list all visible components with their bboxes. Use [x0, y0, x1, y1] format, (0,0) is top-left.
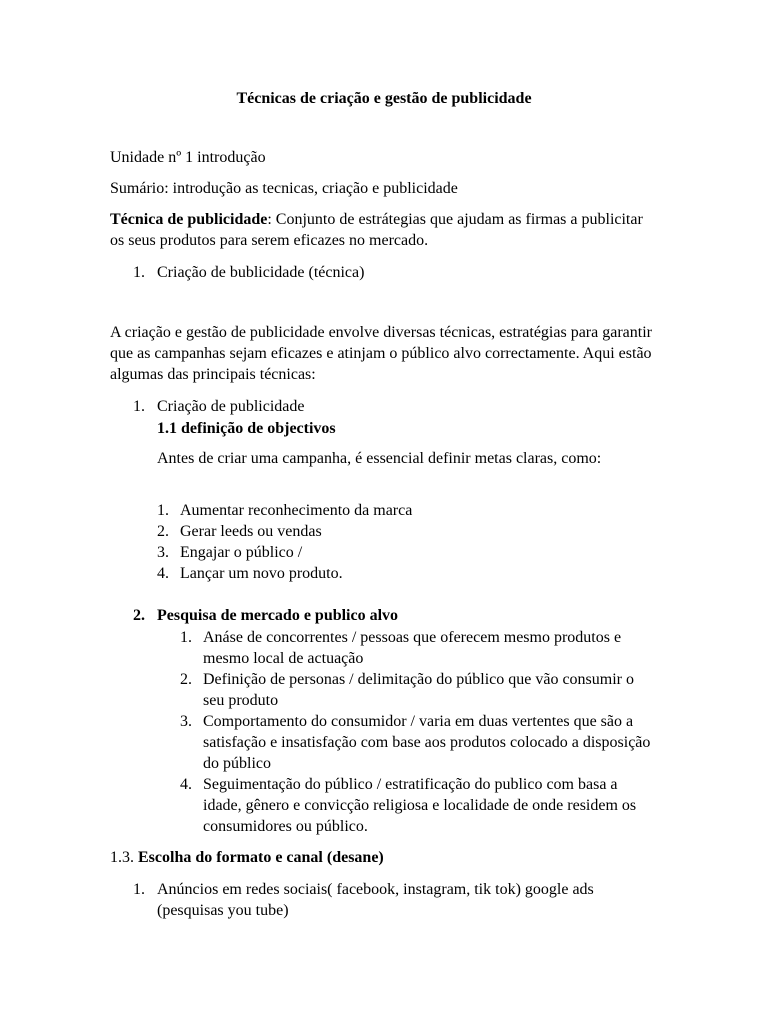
list-item	[157, 563, 658, 584]
list-item	[180, 669, 658, 711]
list-number: 4.	[180, 776, 192, 793]
list-item	[133, 262, 658, 283]
list-item-text: Anáse de concorrentes / pessoas que oferecem mesmo produtos e mesmo local de actuação	[203, 629, 622, 667]
subheading-objectives: 1.1 definição de objectivos	[157, 420, 336, 437]
list-item-text: Engajar o público /	[180, 544, 303, 561]
definition-term: Técnica de publicidade	[110, 211, 268, 228]
list-item-text: Gerar leeds ou vendas	[180, 523, 322, 540]
list-item-text: Lançar um novo produto.	[180, 565, 343, 582]
list-item	[157, 542, 658, 563]
list-item	[133, 879, 658, 921]
section-1-heading	[133, 396, 658, 417]
list-number: 4.	[157, 565, 169, 582]
list-number: 2.	[133, 607, 145, 624]
list-number: 3.	[180, 713, 192, 730]
definition-text: : Conjunto de estrátegias que ajudam as firmas a publicitar os seus produtos para serem eficazes no mercado.	[110, 211, 643, 249]
list-item-text: Anúncios em redes sociais( facebook, instagram, tik tok) google ads (pesquisas you tube)	[157, 881, 594, 919]
list-number: 1.	[133, 264, 145, 281]
section-2-heading	[133, 605, 658, 626]
list-item	[180, 711, 658, 774]
list-item	[180, 774, 658, 837]
list-number: 1.	[157, 502, 169, 519]
list-number: 3.	[157, 544, 169, 561]
list-item-text: Comportamento do consumidor / varia em duas vertentes que são a satisfação e insatisfação com base aos produtos colocado a disposição do público	[203, 713, 651, 772]
document-title: Técnicas de criação e gestão de publicidade	[236, 90, 532, 107]
section-3-heading	[110, 847, 658, 868]
list-number: 1.	[133, 398, 145, 415]
list-item-text: Seguimentação do público / estratificação do publico com basa a idade, gênero e convicção religiosa e localidade de onde residem os consumidores ou público.	[203, 776, 637, 835]
section-2-title: Pesquisa de mercado e publico alvo	[157, 607, 399, 624]
objectives-paragraph: Antes de criar uma campanha, é essencial definir metas claras, como:	[157, 450, 602, 467]
definition-paragraph	[110, 209, 658, 251]
section-1-title: Criação de publicidade	[157, 398, 305, 415]
list-item	[157, 521, 658, 542]
section-3-title: Escolha do formato e canal (desane)	[138, 849, 384, 866]
list-item-text: Definição de personas / delimitação do público que vão consumir o seu produto	[203, 671, 634, 709]
list-item-text: Aumentar reconhecimento da marca	[180, 502, 413, 519]
section-3-number: 1.3.	[110, 849, 134, 866]
list-item	[157, 500, 658, 521]
unit-line: Unidade nº 1 introdução	[110, 149, 266, 166]
list-item-text: Criação de bublicidade (técnica)	[157, 264, 365, 281]
list-number: 2.	[157, 523, 169, 540]
list-number: 1.	[180, 629, 192, 646]
list-number: 1.	[133, 881, 145, 898]
list-item	[180, 627, 658, 669]
summary-line: Sumário: introdução as tecnicas, criação e publicidade	[110, 180, 458, 197]
list-number: 2.	[180, 671, 192, 688]
intro-paragraph: A criação e gestão de publicidade envolve diversas técnicas, estratégias para garantir que as campanhas sejam eficazes e atinjam o público alvo correctamente. Aqui estão algumas das principais técnicas:	[110, 324, 652, 383]
